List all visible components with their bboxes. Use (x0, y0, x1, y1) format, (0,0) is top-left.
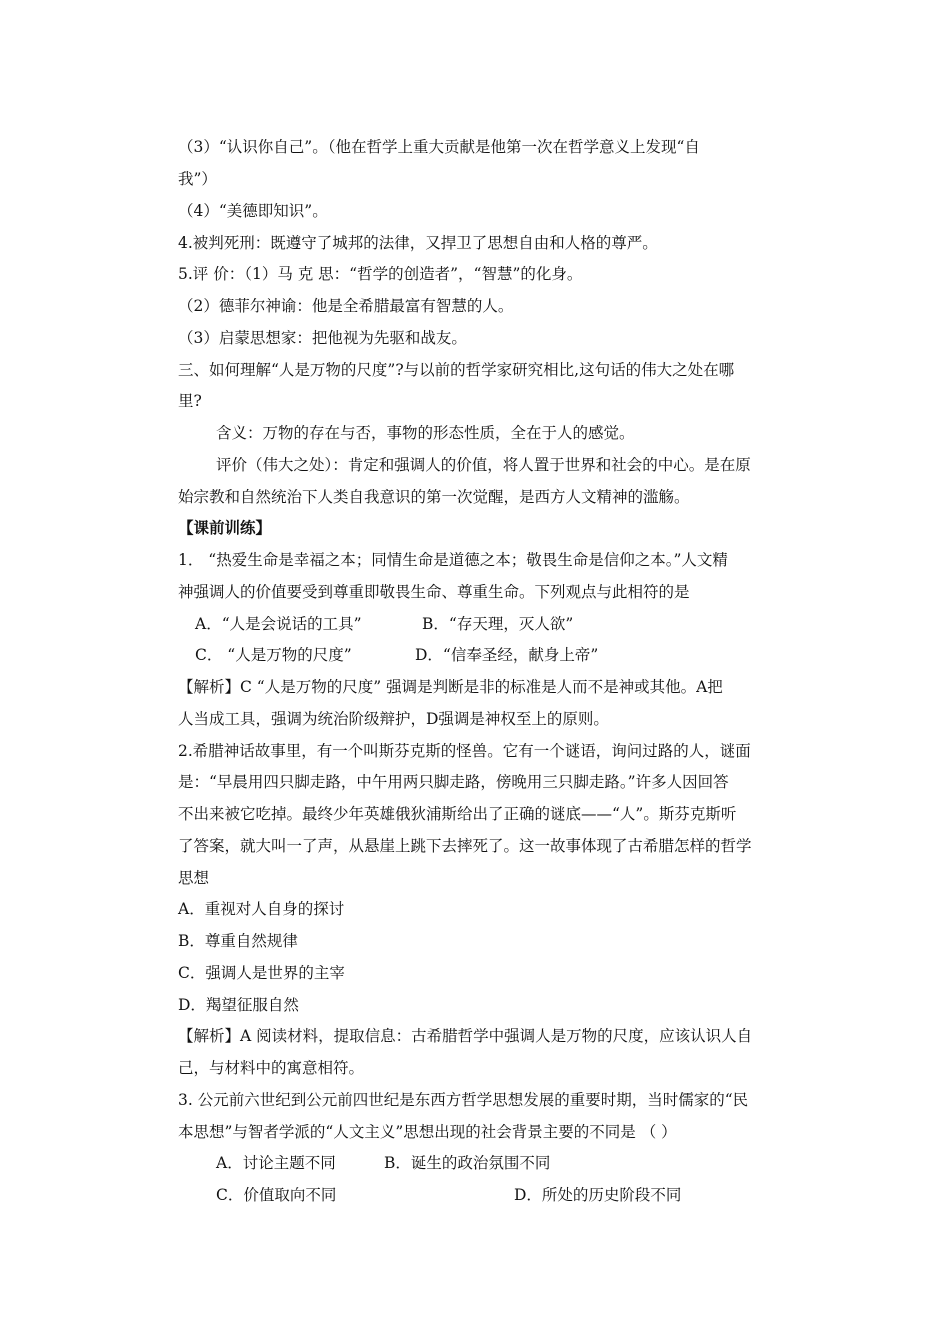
question-text: 2.希腊神话故事里，有一个叫斯芬克斯的怪兽。它有一个谜语，询问过路的人，谜面 (178, 742, 751, 760)
question-text: 是：“早晨用四只脚走路，中午用两只脚走路，傍晚用三只脚走路。”许多人因回答 (178, 773, 729, 791)
text-line: 5.评 价：（1）马 克 思：“哲学的创造者”，“智慧”的化身。 (178, 265, 583, 283)
option-c: C．强调人是世界的主宰 (178, 964, 345, 982)
option-d: D．“信奉圣经，献身上帝” (415, 646, 599, 664)
option-row (195, 645, 598, 665)
question-text: 本思想”与智者学派的“人文主义”思想出现的社会背景主要的不同是 （ ） (178, 1123, 677, 1141)
text-line: 4.被判死刑：既遵守了城邦的法律，又捍卫了思想自由和人格的尊严。 (178, 234, 658, 252)
question-text: 3. 公元前六世纪到公元前四世纪是东西方哲学思想发展的重要时期，当时儒家的“民 (178, 1091, 749, 1109)
option-row (195, 614, 573, 634)
section-heading: 【课前训练】 (178, 518, 272, 537)
text-line: 我”） (178, 170, 217, 188)
option-a: A．“人是会说话的工具” (195, 615, 362, 633)
answer-analysis: 【解析】C “人是万物的尺度” 强调是判断是非的标准是人而不是神或其他。A把 (178, 678, 723, 696)
option-b: B．“存天理，灭人欲” (422, 615, 574, 633)
option-row (216, 1153, 550, 1173)
option-c: C． “人是万物的尺度” (195, 646, 352, 664)
question-text: 1． “热爱生命是幸福之本；同情生命是道德之本；敬畏生命是信仰之本。”人文精 (178, 551, 728, 569)
text-line: （3）“认识你自己”。（他在哲学上重大贡献是他第一次在哲学意义上发现“自 (178, 138, 700, 156)
text-line: （2）德菲尔神谕：他是全希腊最富有智慧的人。 (178, 297, 514, 315)
option-a: A．讨论主题不同 (216, 1154, 336, 1172)
option-b: B．尊重自然规律 (178, 932, 298, 950)
text-line: 里? (178, 392, 202, 410)
question-text: 神强调人的价值要受到尊重即敬畏生命、尊重生命。下列观点与此相符的是 (178, 583, 690, 601)
option-row (216, 1185, 681, 1205)
answer-analysis: 人当成工具，强调为统治阶级辩护，D强调是神权至上的原则。 (178, 710, 609, 728)
answer-analysis: 己，与材料中的寓意相符。 (178, 1059, 365, 1077)
text-line: （3）启蒙思想家：把他视为先驱和战友。 (178, 329, 467, 347)
question-text: 了答案，就大叫一了声，从悬崖上跳下去摔死了。这一故事体现了古希腊怎样的哲学 (178, 837, 752, 855)
option-b: B．诞生的政治氛围不同 (384, 1154, 551, 1172)
option-d: D．羯望征服自然 (178, 996, 299, 1014)
text-line: 始宗教和自然统治下人类自我意识的第一次觉醒，是西方人文精神的滥觞。 (178, 488, 690, 506)
text-line: 含义：万物的存在与否，事物的形态性质，全在于人的感觉。 (216, 424, 635, 442)
option-d: D．所处的历史阶段不同 (514, 1186, 682, 1204)
text-line: 评价（伟大之处）：肯定和强调人的价值，将人置于世界和社会的中心。是在原 (216, 456, 751, 474)
answer-analysis: 【解析】A 阅读材料，提取信息：古希腊哲学中强调人是万物的尺度，应该认识人自 (178, 1027, 753, 1045)
question-text: 不出来被它吃掉。最终少年英雄俄狄浦斯给出了正确的谜底——“人”。斯芬克斯听 (178, 805, 737, 823)
question-heading: 三、如何理解“人是万物的尺度”?与以前的哲学家研究相比,这句话的伟大之处在哪 (178, 361, 735, 379)
option-c: C．价值取向不同 (216, 1186, 337, 1204)
text-line: （4）“美德即知识”。 (178, 202, 328, 220)
question-text: 思想 (178, 869, 210, 887)
option-a: A．重视对人自身的探讨 (178, 900, 345, 918)
